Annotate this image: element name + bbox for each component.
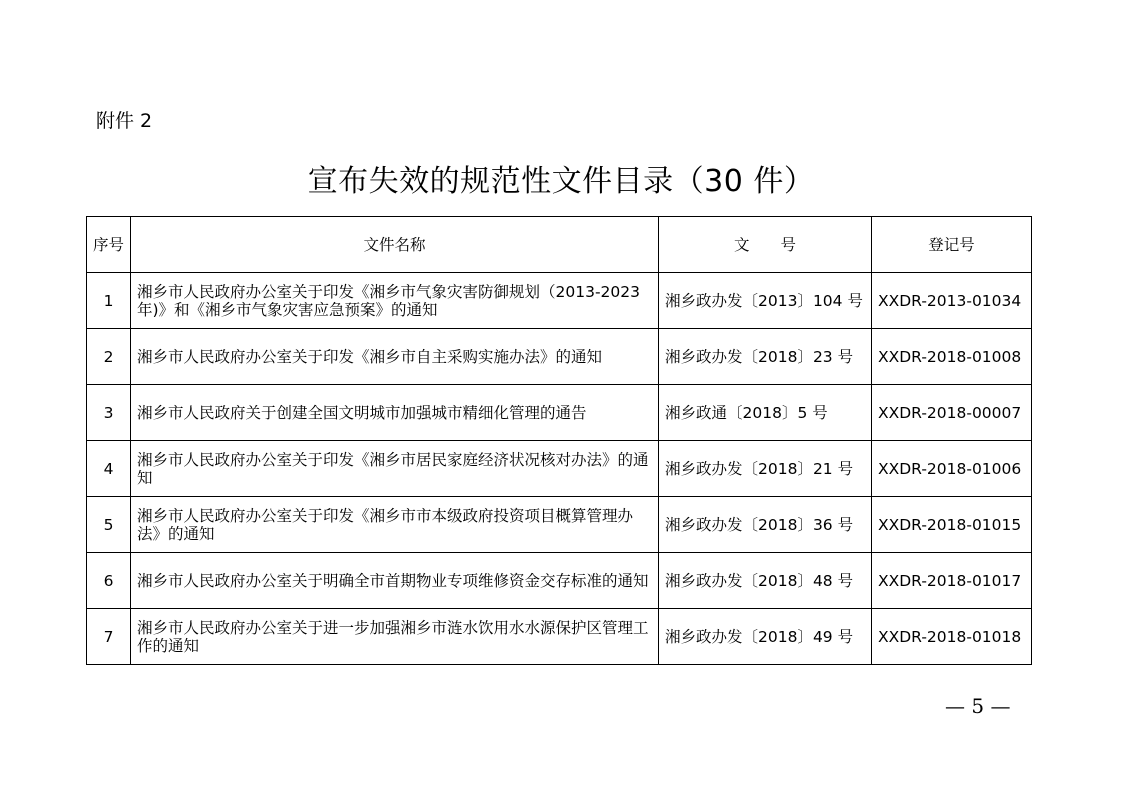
table-header-row [87,217,1032,273]
header-doc-number: 文 号 [659,217,872,273]
document-catalog-table [86,216,1032,665]
row-index: 1 [87,273,131,329]
row-doc-number: 湘乡政办发〔2018〕23 号 [659,329,872,385]
header-name: 文件名称 [131,217,659,273]
attachment-label: 附件 2 [96,110,153,132]
row-registration-number: XXDR-2018-01017 [872,553,1032,609]
row-name: 湘乡市人民政府办公室关于印发《湘乡市自主采购实施办法》的通知 [131,329,659,385]
table-row [87,385,1032,441]
table-row [87,497,1032,553]
row-index: 2 [87,329,131,385]
row-doc-number: 湘乡政办发〔2018〕48 号 [659,553,872,609]
row-index: 6 [87,553,131,609]
row-index: 3 [87,385,131,441]
row-name: 湘乡市人民政府办公室关于明确全市首期物业专项维修资金交存标准的通知 [131,553,659,609]
row-index: 4 [87,441,131,497]
row-registration-number: XXDR-2018-01006 [872,441,1032,497]
row-registration-number: XXDR-2013-01034 [872,273,1032,329]
row-registration-number: XXDR-2018-01008 [872,329,1032,385]
row-doc-number: 湘乡政办发〔2018〕49 号 [659,609,872,665]
row-name: 湘乡市人民政府办公室关于印发《湘乡市居民家庭经济状况核对办法》的通知 [131,441,659,497]
row-registration-number: XXDR-2018-01018 [872,609,1032,665]
row-doc-number: 湘乡政办发〔2018〕36 号 [659,497,872,553]
table-row [87,441,1032,497]
row-doc-number: 湘乡政通〔2018〕5 号 [659,385,872,441]
table-row [87,609,1032,665]
row-name: 湘乡市人民政府办公室关于进一步加强湘乡市涟水饮用水水源保护区管理工作的通知 [131,609,659,665]
row-doc-number: 湘乡政办发〔2013〕104 号 [659,273,872,329]
row-registration-number: XXDR-2018-01015 [872,497,1032,553]
row-name: 湘乡市人民政府办公室关于印发《湘乡市市本级政府投资项目概算管理办法》的通知 [131,497,659,553]
row-registration-number: XXDR-2018-00007 [872,385,1032,441]
table-row [87,273,1032,329]
row-doc-number: 湘乡政办发〔2018〕21 号 [659,441,872,497]
header-registration-number: 登记号 [872,217,1032,273]
row-index: 7 [87,609,131,665]
page-title: 宣布失效的规范性文件目录（30 件） [307,164,815,199]
table-row [87,329,1032,385]
table-row [87,553,1032,609]
row-name: 湘乡市人民政府办公室关于印发《湘乡市气象灾害防御规划（2013-2023年)》和《湘乡市气象灾害应急预案》的通知 [131,273,659,329]
row-name: 湘乡市人民政府关于创建全国文明城市加强城市精细化管理的通告 [131,385,659,441]
row-index: 5 [87,497,131,553]
page-number: — 5 — [945,694,1011,718]
header-index: 序号 [87,217,131,273]
